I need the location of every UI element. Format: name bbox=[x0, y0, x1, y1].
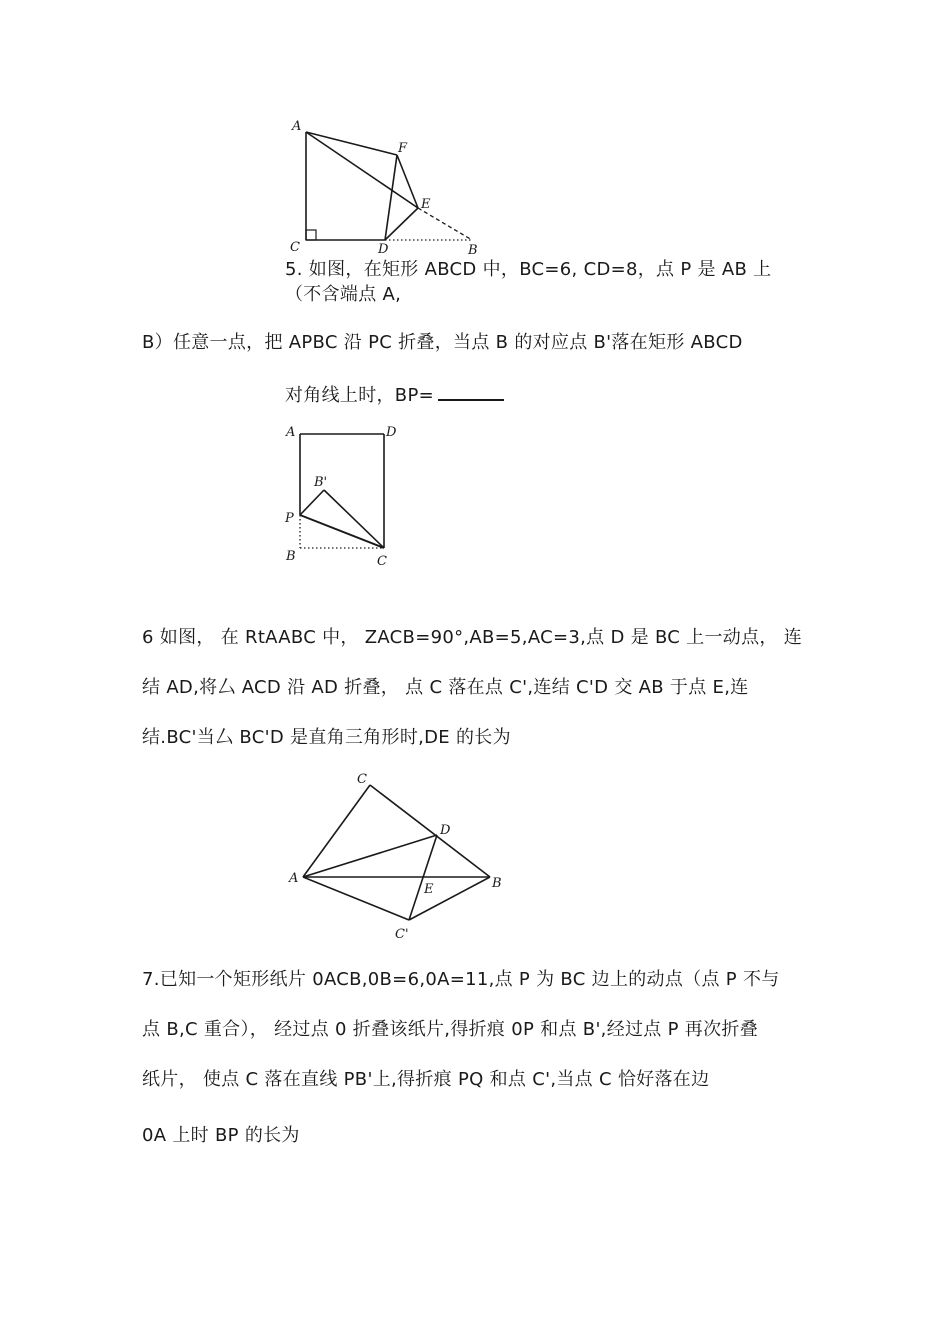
label-E: E bbox=[421, 197, 431, 212]
label-A: A bbox=[289, 871, 299, 886]
label-A: A bbox=[286, 425, 296, 440]
figure-triangle-abc bbox=[285, 765, 515, 945]
q5-line-2: （不含端点 A, bbox=[285, 284, 402, 305]
label-A: A bbox=[292, 119, 302, 134]
answer-blank bbox=[438, 381, 504, 401]
label-C: C bbox=[377, 554, 387, 569]
label-B: B bbox=[286, 549, 296, 564]
label-B: B bbox=[492, 876, 502, 891]
label-E: E bbox=[424, 882, 434, 897]
label-C: C bbox=[357, 772, 367, 787]
label-B: B bbox=[468, 243, 478, 258]
label-P: P bbox=[285, 511, 294, 526]
q5-line-4-text: 对角线上时，BP= bbox=[285, 385, 434, 406]
q5-line-3: B）任意一点，把 APBC 沿 PC 折叠，当点 B 的对应点 B'落在矩形 ABCD bbox=[142, 332, 743, 353]
q5-line-4 bbox=[285, 381, 504, 408]
figure-rectangle-abcd bbox=[280, 420, 410, 575]
figure-fold-rectangle bbox=[280, 110, 500, 260]
label-C: C bbox=[290, 240, 300, 255]
label-D: D bbox=[440, 823, 451, 838]
label-D: D bbox=[378, 242, 389, 257]
q7-line-4: 0A 上时 BP 的长为 bbox=[142, 1125, 300, 1146]
label-F: F bbox=[398, 141, 408, 156]
label-C-prime: C' bbox=[395, 927, 409, 942]
q6-line-1: 6 如图， 在 RtAABC 中， ZACB=90°,AB=5,AC=3,点 D 是 BC 上一动点， 连 bbox=[142, 627, 803, 648]
q5-line-1: 5. 如图，在矩形 ABCD 中，BC=6, CD=8，点 P 是 AB 上 bbox=[285, 259, 772, 280]
q7-line-1: 7.已知一个矩形纸片 0ACB,0B=6,0A=11,点 P 为 BC 边上的动点（点 P 不与 bbox=[142, 969, 780, 990]
q6-line-3: 结.BC'当厶 BC'D 是直角三角形时,DE 的长为 bbox=[142, 727, 511, 748]
q6-line-2: 结 AD,将厶 ACD 沿 AD 折叠， 点 C 落在点 C',连结 C'D 交 AB 于点 E,连 bbox=[142, 677, 749, 698]
label-B-prime: B' bbox=[314, 475, 328, 490]
label-D: D bbox=[386, 425, 397, 440]
q7-line-2: 点 B,C 重合）， 经过点 0 折叠该纸片,得折痕 0P 和点 B',经过点 P 再次折叠 bbox=[142, 1019, 759, 1040]
q7-line-3: 纸片， 使点 C 落在直线 PB'上,得折痕 PQ 和点 C',当点 C 恰好落在边 bbox=[142, 1069, 710, 1090]
